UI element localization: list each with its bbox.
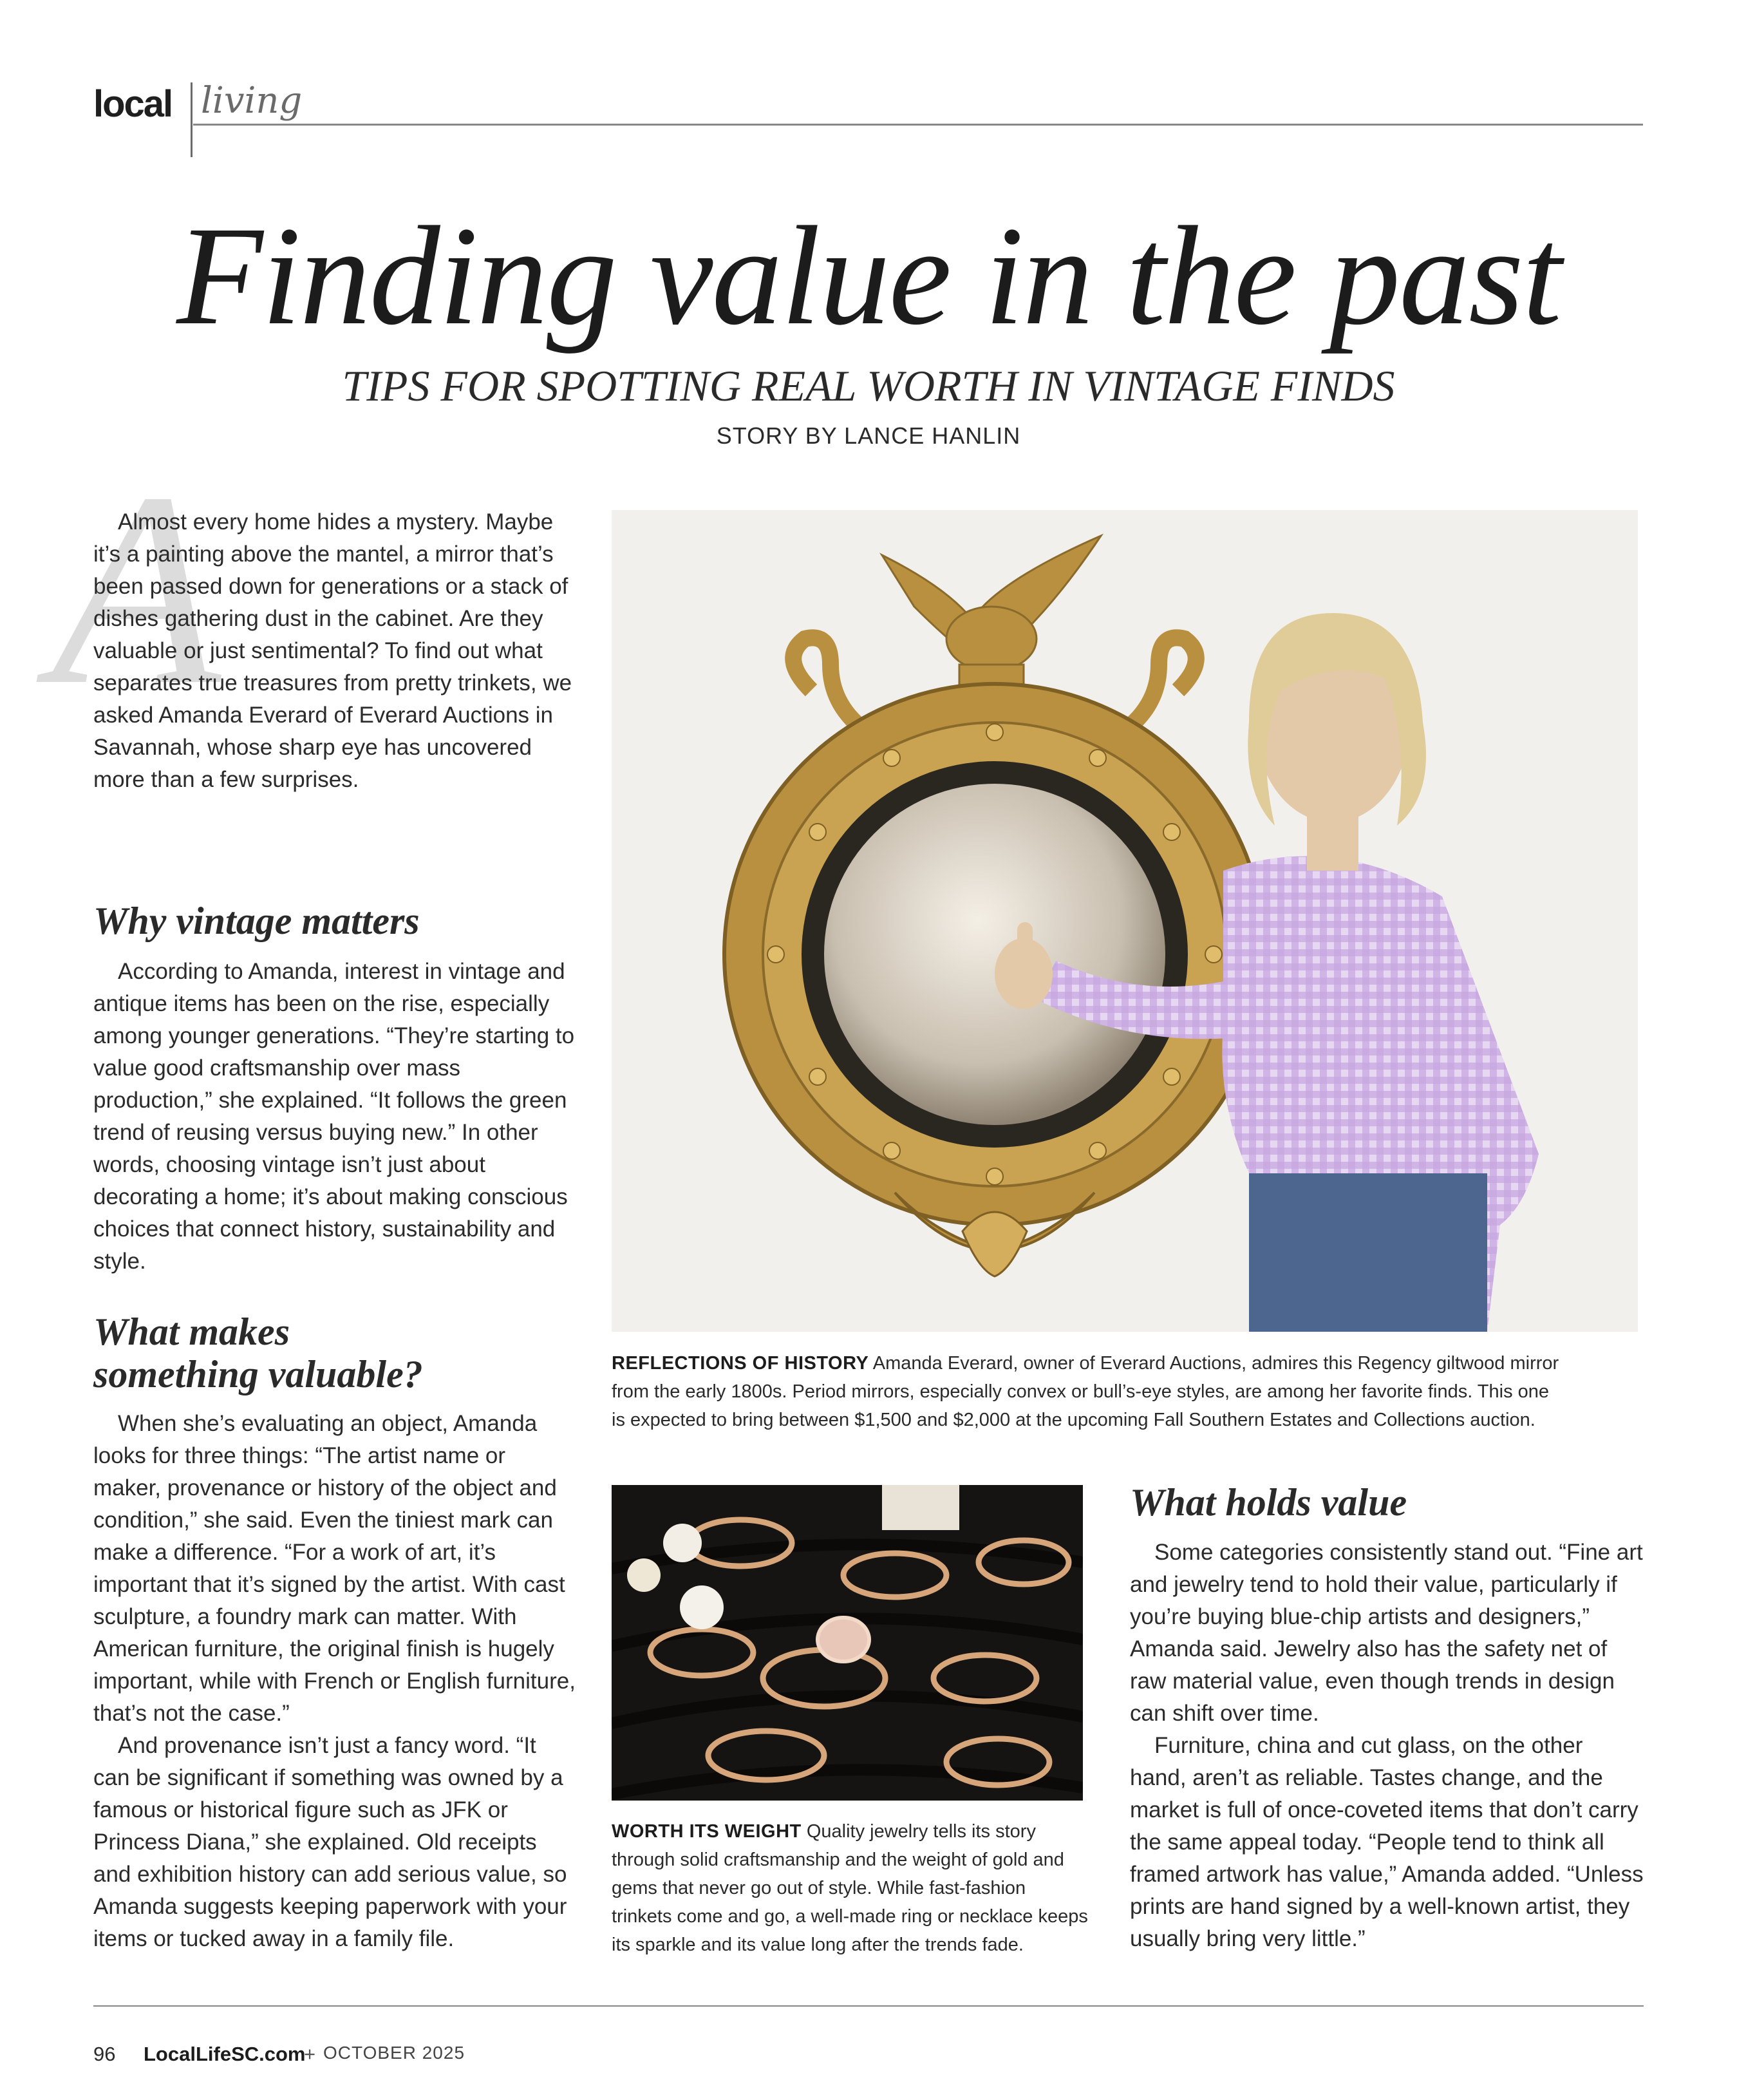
caption-label: REFLECTIONS OF HISTORY (612, 1353, 869, 1374)
footer-separator: + (304, 2043, 316, 2065)
body-paragraph: When she’s evaluating an object, Amanda looks for three things: “The artist name or maker, provenance or history of the object and condition,” she said. Even the tiniest mark can make a difference. “For a work of art, it’s important that it’s signed by the artist. With cast sculpture, a foundry mark can matter. With American furniture, the original finish is hugely important, while with French or English furniture, that’s not the case.” (93, 1411, 576, 1726)
section-name: living (201, 80, 303, 122)
issue-date: OCTOBER 2025 (323, 2043, 465, 2063)
site-link[interactable]: LocalLifeSC.com (144, 2043, 306, 2065)
drop-cap: A (52, 436, 221, 743)
section-heading-what-holds-value: What holds value (1130, 1481, 1407, 1524)
body-paragraph: Furniture, china and cut glass, on the other hand, aren’t as reliable. Tastes change, and the market is full of once-coveted items that don’t carry the same appeal today. “People tend to think all framed artwork has value,” Amanda added. “Unless prints are hand signed by a well-known artist, they usually bring very little.” (1130, 1733, 1644, 1951)
article-subtitle: TIPS FOR SPOTTING REAL WORTH IN VINTAGE FINDS (342, 361, 1395, 410)
page-number: 96 (93, 2043, 116, 2065)
section-heading-what-makes-valuable: What makes something valuable? (93, 1310, 423, 1395)
byline: STORY BY LANCE HANLIN (716, 422, 1021, 449)
brand-divider (191, 82, 192, 157)
footer-rule (93, 2005, 1644, 2007)
caption-label: WORTH ITS WEIGHT (612, 1821, 802, 1842)
section-heading-why-vintage: Why vintage matters (93, 900, 420, 942)
article-title: Finding value in the past (176, 197, 1561, 354)
caption-text: Quality jewelry tells its story through solid craftsmanship and the weight of gold and gems that never go out of style. While fast-fashion trinkets come and go, a well-made ring or necklace keeps its sparkle and its value long after the trends fade. (612, 1821, 1088, 1955)
brand-local: local (93, 83, 173, 125)
caption-mirror (612, 1349, 1564, 1434)
body-paragraph: According to Amanda, interest in vintage and antique items has been on the rise, especially among younger generations. “They’re starting to value good craftsmanship over mass production,” she explained. “It follows the green trend of reusing versus buying new.” In other words, choosing vintage isn’t just about decorating a home; it’s about making conscious choices that connect history, sustainability and style. (93, 959, 575, 1274)
intro-paragraph: Almost every home hides a mystery. Maybe it’s a painting above the mantel, a mirror that’s been passed down for generations or a stack of dishes gathering dust in the cabinet. Are they valuable or just sentimental? To find out what separates true treasures from pretty trinkets, we asked Amanda Everard of Everard Auctions in Savannah, whose sharp eye has uncovered more than a few surprises. (93, 509, 572, 792)
photo-mirror-portrait (612, 510, 1638, 1332)
photo-rings (612, 1485, 1083, 1801)
caption-text: Amanda Everard, owner of Everard Auctions, admires this Regency giltwood mirror from the early 1800s. Period mirrors, especially convex or bull’s-eye styles, are among her favorite finds. This one is expected to bring between $1,500 and $2,000 at the upcoming Fall Southern Estates and Collections auction. (612, 1353, 1559, 1430)
header-rule (193, 124, 1643, 126)
body-paragraph: Some categories consistently stand out. “Fine art and jewelry tend to hold their value, particularly if you’re buying blue-chip artists and designers,” Amanda said. Jewelry also has the safety net of raw material value, even though trends in design can shift over time. (1130, 1540, 1643, 1726)
body-paragraph: And provenance isn’t just a fancy word. “It can be significant if something was owned by a famous or historical figure such as JFK or Princess Diana,” she explained. Old receipts and exhibition history can add serious value, so Amanda suggests keeping paperwork with your items or tucked away in a family file. (93, 1733, 567, 1951)
caption-rings (612, 1817, 1088, 1959)
